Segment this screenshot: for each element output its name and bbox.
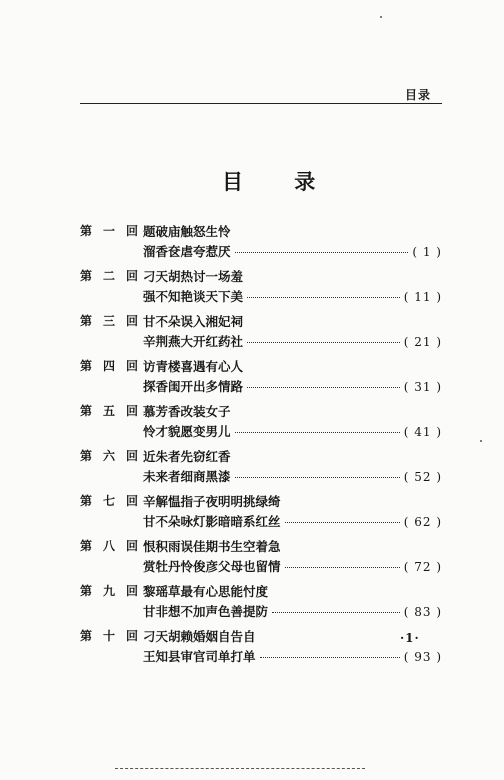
chapter-page-number: ( 41 ) <box>403 425 442 439</box>
table-of-contents <box>80 218 442 668</box>
chapter-number-char: 回 <box>125 314 138 328</box>
chapter-number-char: 第 <box>80 584 93 598</box>
chapter-title-line1: 甘不朵误入湘妃祠 <box>143 314 244 329</box>
chapter-number <box>80 402 138 419</box>
chapter-title-line1: 近朱者先窃红香 <box>143 449 231 464</box>
chapter-number <box>80 447 138 464</box>
chapter-title-line2: 溜香奁虐夸惹厌 <box>143 244 231 259</box>
chapter-title-line1: 刁天胡热讨一场羞 <box>143 269 244 284</box>
chapter-number <box>80 537 138 554</box>
chapter-number-char: 回 <box>125 269 138 283</box>
chapter-title-line1: 慕芳香改装女子 <box>143 404 231 419</box>
toc-entry[interactable] <box>80 623 442 668</box>
chapter-title-line1: 题破庙触怒生怜 <box>143 224 231 239</box>
chapter-title-line2: 未来者细商黑漆 <box>143 469 231 484</box>
page-title: 目 录 <box>222 169 338 194</box>
dot-leader <box>285 522 400 523</box>
chapter-title-line2-row <box>143 422 442 440</box>
chapter-number <box>80 627 138 644</box>
chapter-page-number: ( 31 ) <box>403 380 442 394</box>
chapter-title-line2: 探香闺开出多情路 <box>143 379 244 394</box>
chapter-title-line2: 甘不朵咏灯影暗暗系红丝 <box>143 514 281 529</box>
chapter-title-line1: 访青楼喜遇有心人 <box>143 359 244 374</box>
chapter-title-line2: 赏牡丹怜俊彦父母也留情 <box>143 559 281 574</box>
chapter-number-char: 回 <box>125 494 138 508</box>
chapter-number-char: 五 <box>102 404 115 418</box>
chapter-title-line1: 刁天胡赖婚姻自告自 <box>143 629 256 644</box>
chapter-title-line2-row <box>143 467 442 485</box>
chapter-number-char: 回 <box>125 584 138 598</box>
toc-entry[interactable] <box>80 353 442 398</box>
chapter-title-line2-row <box>143 557 442 575</box>
toc-entry[interactable] <box>80 578 442 623</box>
chapter-title-line2-row <box>143 242 442 260</box>
chapter-number <box>80 357 138 374</box>
dot-leader <box>235 252 409 253</box>
speck <box>380 16 382 18</box>
chapter-title-line2: 甘非想不加声色善提防 <box>143 604 269 619</box>
toc-entry[interactable] <box>80 218 442 263</box>
chapter-number-char: 一 <box>102 224 115 238</box>
toc-entry[interactable] <box>80 398 442 443</box>
chapter-title-line2-row <box>143 332 442 350</box>
chapter-number-char: 第 <box>80 224 93 238</box>
chapter-title-line1: 黎瑶草最有心思能忖度 <box>143 584 269 599</box>
chapter-number <box>80 582 138 599</box>
dot-leader <box>285 567 400 568</box>
toc-entry[interactable] <box>80 443 442 488</box>
chapter-title-line2-row <box>143 377 442 395</box>
chapter-title-line1: 恨积雨误佳期书生空着急 <box>143 539 281 554</box>
chapter-title-line2-row <box>143 512 442 530</box>
chapter-number-char: 九 <box>102 584 115 598</box>
page-number: ·1· <box>400 631 420 645</box>
speck <box>480 440 482 442</box>
chapter-number-char: 三 <box>102 314 115 328</box>
toc-entry[interactable] <box>80 263 442 308</box>
chapter-number-char: 回 <box>125 224 138 238</box>
chapter-number-char: 回 <box>125 539 138 553</box>
chapter-number <box>80 492 138 509</box>
chapter-number-char: 二 <box>102 269 115 283</box>
chapter-number-char: 回 <box>125 359 138 373</box>
chapter-number-char: 第 <box>80 269 93 283</box>
chapter-number <box>80 222 138 239</box>
chapter-number-char: 十 <box>102 629 115 643</box>
chapter-number-char: 回 <box>125 629 138 643</box>
dot-leader <box>247 342 400 343</box>
chapter-number-char: 第 <box>80 629 93 643</box>
chapter-title-line2-row <box>143 602 442 620</box>
toc-entry[interactable] <box>80 533 442 578</box>
chapter-page-number: ( 52 ) <box>403 470 442 484</box>
chapter-title-line2: 辛荆燕大开红药社 <box>143 334 244 349</box>
chapter-page-number: ( 72 ) <box>403 560 442 574</box>
dot-leader <box>235 432 400 433</box>
toc-entry[interactable] <box>80 488 442 533</box>
chapter-page-number: ( 62 ) <box>403 515 442 529</box>
chapter-number-char: 回 <box>125 404 138 418</box>
chapter-page-number: ( 83 ) <box>403 605 442 619</box>
chapter-number-char: 八 <box>102 539 115 553</box>
toc-entry[interactable] <box>80 308 442 353</box>
chapter-number-char: 第 <box>80 494 93 508</box>
chapter-title-line2-row <box>143 647 442 665</box>
chapter-number-char: 第 <box>80 404 93 418</box>
chapter-page-number: ( 93 ) <box>403 650 442 664</box>
header-rule <box>80 103 442 104</box>
chapter-title-line2: 王知县审官司单打单 <box>143 649 256 664</box>
chapter-number-char: 四 <box>102 359 115 373</box>
chapter-page-number: ( 1 ) <box>412 245 442 259</box>
dot-leader <box>260 657 400 658</box>
running-head: 目录 <box>405 88 432 102</box>
chapter-page-number: ( 21 ) <box>403 335 442 349</box>
chapter-number-char: 第 <box>80 539 93 553</box>
chapter-number <box>80 312 138 329</box>
chapter-title-line2-row <box>143 287 442 305</box>
chapter-number-char: 七 <box>102 494 115 508</box>
chapter-page-number: ( 11 ) <box>403 290 442 304</box>
chapter-title-line2: 强不知艳谈天下美 <box>143 289 244 304</box>
chapter-number-char: 第 <box>80 359 93 373</box>
chapter-title-line1: 辛解愠指子夜明明挑绿绮 <box>143 494 281 509</box>
chapter-title-line2: 怜才貌愿变男儿 <box>143 424 231 439</box>
chapter-number-char: 第 <box>80 449 93 463</box>
dot-leader <box>235 477 400 478</box>
dot-leader <box>272 612 400 613</box>
chapter-number-char: 回 <box>125 449 138 463</box>
chapter-number <box>80 267 138 284</box>
dot-leader <box>247 297 400 298</box>
chapter-number-char: 六 <box>102 449 115 463</box>
dot-leader <box>247 387 400 388</box>
chapter-number-char: 第 <box>80 314 93 328</box>
bottom-mark <box>115 768 365 769</box>
